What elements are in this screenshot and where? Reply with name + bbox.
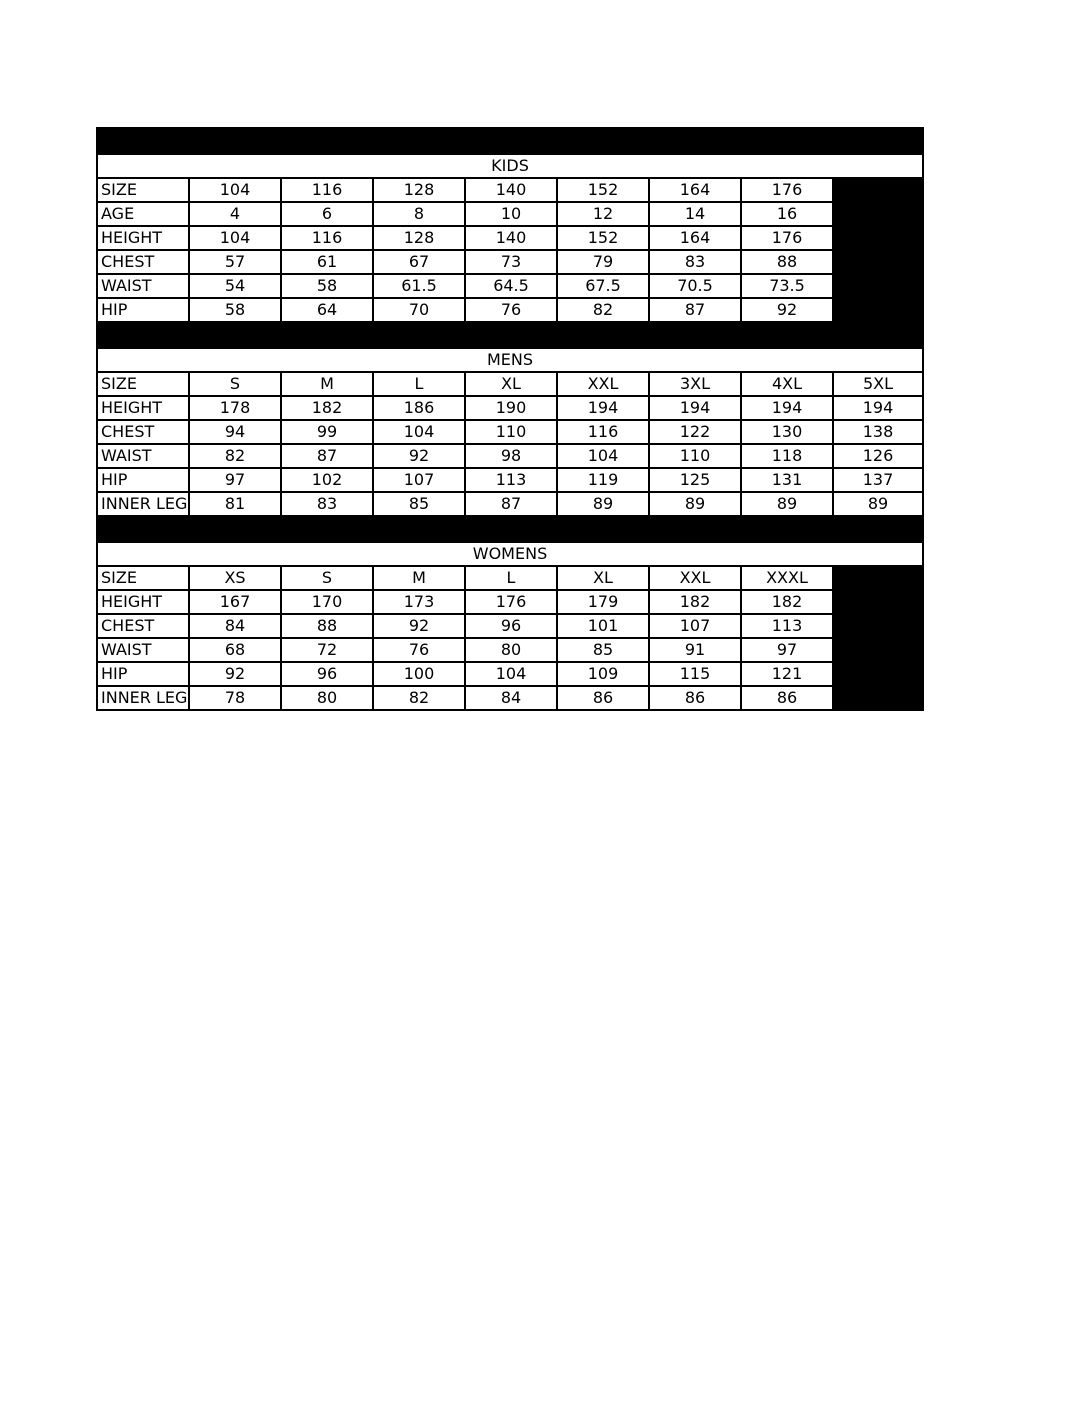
table-cell: XL bbox=[557, 566, 649, 590]
table-cell: 107 bbox=[649, 614, 741, 638]
band-cell bbox=[649, 516, 741, 542]
section-divider-band bbox=[97, 516, 923, 542]
row-label: SIZE bbox=[97, 372, 189, 396]
table-cell: 89 bbox=[557, 492, 649, 516]
blank-cell bbox=[833, 566, 923, 590]
table-cell: 58 bbox=[281, 274, 373, 298]
table-cell: 119 bbox=[557, 468, 649, 492]
table-cell: 82 bbox=[557, 298, 649, 322]
table-cell: 190 bbox=[465, 396, 557, 420]
table-row bbox=[97, 444, 923, 468]
table-cell: 12 bbox=[557, 202, 649, 226]
blank-cell bbox=[833, 614, 923, 638]
table-cell: 176 bbox=[741, 178, 833, 202]
band-cell bbox=[189, 128, 281, 154]
table-cell: M bbox=[281, 372, 373, 396]
table-cell: 176 bbox=[465, 590, 557, 614]
table-cell: 194 bbox=[741, 396, 833, 420]
table-cell: 76 bbox=[373, 638, 465, 662]
table-cell: 86 bbox=[649, 686, 741, 710]
table-cell: 97 bbox=[189, 468, 281, 492]
table-cell: 152 bbox=[557, 178, 649, 202]
band-cell bbox=[649, 128, 741, 154]
table-cell: 96 bbox=[281, 662, 373, 686]
table-cell: 186 bbox=[373, 396, 465, 420]
blank-cell bbox=[833, 662, 923, 686]
row-label: SIZE bbox=[97, 178, 189, 202]
section-title-row bbox=[97, 348, 923, 372]
table-cell: 94 bbox=[189, 420, 281, 444]
row-label: SIZE bbox=[97, 566, 189, 590]
table-cell: 80 bbox=[281, 686, 373, 710]
band-cell bbox=[833, 322, 923, 348]
table-cell: 164 bbox=[649, 226, 741, 250]
section-divider-band bbox=[97, 322, 923, 348]
table-cell: 80 bbox=[465, 638, 557, 662]
table-cell: 8 bbox=[373, 202, 465, 226]
table-cell: 173 bbox=[373, 590, 465, 614]
table-cell: 130 bbox=[741, 420, 833, 444]
blank-cell bbox=[833, 202, 923, 226]
table-cell: 85 bbox=[557, 638, 649, 662]
table-cell: 110 bbox=[649, 444, 741, 468]
table-cell: 70.5 bbox=[649, 274, 741, 298]
row-label: WAIST bbox=[97, 444, 189, 468]
blank-cell bbox=[833, 274, 923, 298]
table-cell: 92 bbox=[373, 614, 465, 638]
table-cell: 82 bbox=[373, 686, 465, 710]
table-cell: 16 bbox=[741, 202, 833, 226]
section-title: MENS bbox=[97, 348, 923, 372]
row-label: HIP bbox=[97, 298, 189, 322]
table-cell: 118 bbox=[741, 444, 833, 468]
table-cell: 54 bbox=[189, 274, 281, 298]
table-cell: 104 bbox=[373, 420, 465, 444]
table-cell: 73 bbox=[465, 250, 557, 274]
table-cell: 152 bbox=[557, 226, 649, 250]
table-cell: 4XL bbox=[741, 372, 833, 396]
table-cell: 167 bbox=[189, 590, 281, 614]
band-cell bbox=[465, 516, 557, 542]
table-cell: 113 bbox=[741, 614, 833, 638]
table-row bbox=[97, 372, 923, 396]
band-cell bbox=[465, 128, 557, 154]
table-cell: 78 bbox=[189, 686, 281, 710]
table-cell: 79 bbox=[557, 250, 649, 274]
table-row bbox=[97, 566, 923, 590]
table-cell: 176 bbox=[741, 226, 833, 250]
table-cell: 10 bbox=[465, 202, 557, 226]
table-row bbox=[97, 468, 923, 492]
table-cell: 67 bbox=[373, 250, 465, 274]
table-cell: 97 bbox=[741, 638, 833, 662]
row-label: HEIGHT bbox=[97, 590, 189, 614]
table-cell: 61.5 bbox=[373, 274, 465, 298]
band-cell bbox=[97, 322, 189, 348]
table-cell: L bbox=[465, 566, 557, 590]
table-row bbox=[97, 226, 923, 250]
table-cell: 179 bbox=[557, 590, 649, 614]
table-cell: 99 bbox=[281, 420, 373, 444]
table-cell: 88 bbox=[741, 250, 833, 274]
table-cell: 86 bbox=[557, 686, 649, 710]
section-title: WOMENS bbox=[97, 542, 923, 566]
table-cell: 92 bbox=[373, 444, 465, 468]
table-cell: 110 bbox=[465, 420, 557, 444]
band-cell bbox=[741, 322, 833, 348]
table-cell: 125 bbox=[649, 468, 741, 492]
table-cell: 128 bbox=[373, 178, 465, 202]
table-cell: 88 bbox=[281, 614, 373, 638]
table-cell: 122 bbox=[649, 420, 741, 444]
table-cell: 84 bbox=[465, 686, 557, 710]
table-cell: 57 bbox=[189, 250, 281, 274]
band-cell bbox=[97, 128, 189, 154]
table-cell: 194 bbox=[833, 396, 923, 420]
row-label: WAIST bbox=[97, 274, 189, 298]
row-label: INNER LEG bbox=[97, 492, 189, 516]
table-cell: M bbox=[373, 566, 465, 590]
table-cell: 58 bbox=[189, 298, 281, 322]
row-label: HEIGHT bbox=[97, 226, 189, 250]
table-row bbox=[97, 638, 923, 662]
table-cell: 64 bbox=[281, 298, 373, 322]
table-cell: 76 bbox=[465, 298, 557, 322]
band-cell bbox=[465, 322, 557, 348]
table-cell: 131 bbox=[741, 468, 833, 492]
table-row bbox=[97, 298, 923, 322]
table-cell: 83 bbox=[649, 250, 741, 274]
band-cell bbox=[741, 516, 833, 542]
row-label: HEIGHT bbox=[97, 396, 189, 420]
table-cell: 170 bbox=[281, 590, 373, 614]
table-cell: 86 bbox=[741, 686, 833, 710]
table-cell: 115 bbox=[649, 662, 741, 686]
table-cell: XL bbox=[465, 372, 557, 396]
table-row bbox=[97, 492, 923, 516]
table-cell: 61 bbox=[281, 250, 373, 274]
band-cell bbox=[97, 516, 189, 542]
table-cell: XS bbox=[189, 566, 281, 590]
band-cell bbox=[373, 322, 465, 348]
table-row bbox=[97, 202, 923, 226]
table-cell: 6 bbox=[281, 202, 373, 226]
table-row bbox=[97, 396, 923, 420]
band-cell bbox=[557, 516, 649, 542]
table-cell: 140 bbox=[465, 178, 557, 202]
band-cell bbox=[649, 322, 741, 348]
table-cell: 91 bbox=[649, 638, 741, 662]
table-row bbox=[97, 420, 923, 444]
table-cell: 182 bbox=[649, 590, 741, 614]
row-label: HIP bbox=[97, 468, 189, 492]
blank-cell bbox=[833, 226, 923, 250]
table-cell: 89 bbox=[833, 492, 923, 516]
table-row bbox=[97, 274, 923, 298]
table-cell: 128 bbox=[373, 226, 465, 250]
size-chart-table bbox=[96, 127, 924, 711]
band-cell bbox=[741, 128, 833, 154]
band-cell bbox=[281, 322, 373, 348]
table-cell: 104 bbox=[189, 178, 281, 202]
table-cell: 138 bbox=[833, 420, 923, 444]
size-chart-body bbox=[97, 128, 923, 710]
row-label: CHEST bbox=[97, 420, 189, 444]
table-cell: S bbox=[281, 566, 373, 590]
band-cell bbox=[557, 322, 649, 348]
row-label: HIP bbox=[97, 662, 189, 686]
table-cell: 98 bbox=[465, 444, 557, 468]
table-cell: 68 bbox=[189, 638, 281, 662]
blank-cell bbox=[833, 298, 923, 322]
band-cell bbox=[189, 516, 281, 542]
table-cell: 104 bbox=[189, 226, 281, 250]
section-divider-band bbox=[97, 128, 923, 154]
table-cell: 126 bbox=[833, 444, 923, 468]
table-cell: 140 bbox=[465, 226, 557, 250]
table-cell: 107 bbox=[373, 468, 465, 492]
table-row bbox=[97, 662, 923, 686]
band-cell bbox=[833, 128, 923, 154]
table-cell: 67.5 bbox=[557, 274, 649, 298]
table-row bbox=[97, 686, 923, 710]
table-cell: 194 bbox=[649, 396, 741, 420]
table-cell: 5XL bbox=[833, 372, 923, 396]
blank-cell bbox=[833, 590, 923, 614]
table-cell: 82 bbox=[189, 444, 281, 468]
blank-cell bbox=[833, 250, 923, 274]
table-cell: 87 bbox=[649, 298, 741, 322]
table-cell: 116 bbox=[281, 178, 373, 202]
table-cell: 116 bbox=[557, 420, 649, 444]
row-label: INNER LEG bbox=[97, 686, 189, 710]
table-row bbox=[97, 590, 923, 614]
table-cell: 116 bbox=[281, 226, 373, 250]
table-cell: 64.5 bbox=[465, 274, 557, 298]
band-cell bbox=[189, 322, 281, 348]
table-cell: 84 bbox=[189, 614, 281, 638]
table-cell: 182 bbox=[281, 396, 373, 420]
table-row bbox=[97, 178, 923, 202]
table-cell: 14 bbox=[649, 202, 741, 226]
table-cell: S bbox=[189, 372, 281, 396]
table-row bbox=[97, 614, 923, 638]
table-cell: 121 bbox=[741, 662, 833, 686]
band-cell bbox=[281, 516, 373, 542]
table-cell: 87 bbox=[465, 492, 557, 516]
table-cell: 101 bbox=[557, 614, 649, 638]
blank-cell bbox=[833, 686, 923, 710]
section-title-row bbox=[97, 154, 923, 178]
table-cell: 92 bbox=[189, 662, 281, 686]
table-cell: 92 bbox=[741, 298, 833, 322]
table-cell: 72 bbox=[281, 638, 373, 662]
table-cell: 87 bbox=[281, 444, 373, 468]
row-label: WAIST bbox=[97, 638, 189, 662]
table-cell: 4 bbox=[189, 202, 281, 226]
table-cell: 164 bbox=[649, 178, 741, 202]
table-cell: 194 bbox=[557, 396, 649, 420]
row-label: AGE bbox=[97, 202, 189, 226]
band-cell bbox=[281, 128, 373, 154]
table-cell: 137 bbox=[833, 468, 923, 492]
table-cell: XXL bbox=[649, 566, 741, 590]
section-title-row bbox=[97, 542, 923, 566]
table-cell: 89 bbox=[741, 492, 833, 516]
table-cell: L bbox=[373, 372, 465, 396]
table-cell: 102 bbox=[281, 468, 373, 492]
table-cell: 104 bbox=[465, 662, 557, 686]
table-cell: 113 bbox=[465, 468, 557, 492]
table-cell: XXL bbox=[557, 372, 649, 396]
table-cell: 3XL bbox=[649, 372, 741, 396]
table-cell: 85 bbox=[373, 492, 465, 516]
table-cell: 100 bbox=[373, 662, 465, 686]
row-label: CHEST bbox=[97, 614, 189, 638]
table-cell: 70 bbox=[373, 298, 465, 322]
blank-cell bbox=[833, 638, 923, 662]
table-cell: 73.5 bbox=[741, 274, 833, 298]
table-cell: 104 bbox=[557, 444, 649, 468]
band-cell bbox=[557, 128, 649, 154]
blank-cell bbox=[833, 178, 923, 202]
band-cell bbox=[373, 516, 465, 542]
table-cell: 178 bbox=[189, 396, 281, 420]
table-cell: 81 bbox=[189, 492, 281, 516]
table-cell: 89 bbox=[649, 492, 741, 516]
table-cell: XXXL bbox=[741, 566, 833, 590]
band-cell bbox=[373, 128, 465, 154]
band-cell bbox=[833, 516, 923, 542]
table-cell: 83 bbox=[281, 492, 373, 516]
section-title: KIDS bbox=[97, 154, 923, 178]
row-label: CHEST bbox=[97, 250, 189, 274]
table-row bbox=[97, 250, 923, 274]
table-cell: 182 bbox=[741, 590, 833, 614]
table-cell: 96 bbox=[465, 614, 557, 638]
table-cell: 109 bbox=[557, 662, 649, 686]
